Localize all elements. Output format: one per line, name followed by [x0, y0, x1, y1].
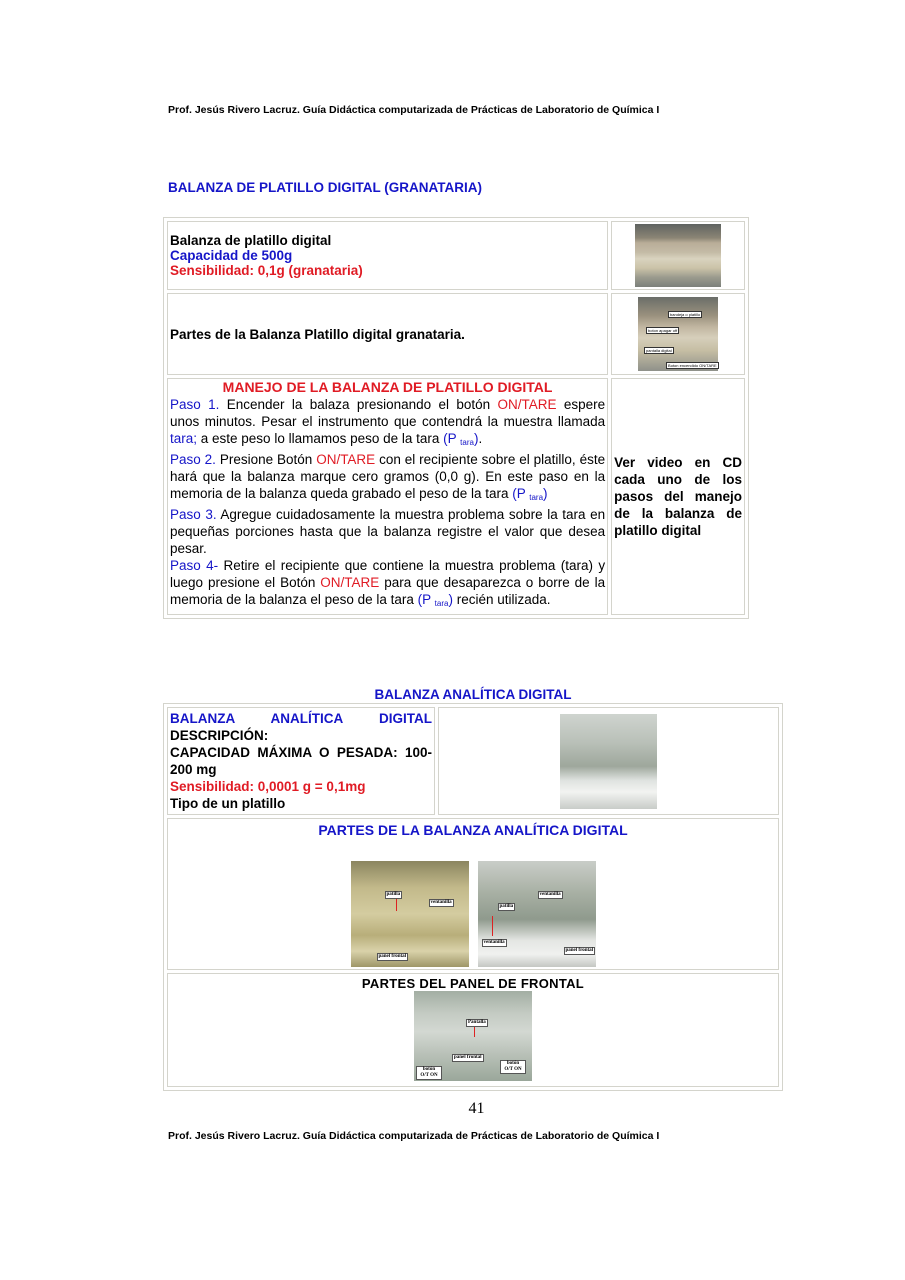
parts-title: PARTES DE LA BALANZA ANALÍTICA DIGITAL [318, 822, 628, 838]
p-tara-sub: tara [529, 493, 544, 502]
step-text: recién utilizada. [452, 592, 551, 607]
video-note-cell [611, 378, 745, 615]
step-2 [170, 451, 605, 506]
granataria-table [163, 217, 749, 619]
photo-label: Pantalla [468, 1020, 486, 1025]
p-tara-sub: tara [460, 438, 474, 447]
photo-label: ventanilla [483, 940, 505, 945]
on-tare-highlight: ON/TARE [320, 575, 380, 590]
photo-label: ventanilla [539, 892, 561, 897]
video-note: Ver video en CD cada uno de los pasos del manejo de la balanza de platillo digital [614, 455, 742, 538]
table-row [167, 378, 745, 615]
tara-term: tara; [170, 431, 198, 446]
analitica-parts-photo-b [478, 861, 596, 967]
step-text: Agregue cuidadosamente la muestra problema sobre la tara en pequeñas porciones hasta que la balanza registre el valor que desea pesar. [170, 507, 606, 556]
section-title-analitica: BALANZA ANALÍTICA DIGITAL [374, 687, 572, 702]
step-text: con el recipiente sobre el platillo, éste hará que la balanza marque cero gramos (0,0 g). En este paso en la memoria de la balanza queda grabado el peso de la tara [170, 452, 606, 501]
photo-label: panel frontal [454, 1055, 482, 1060]
section-title-granataria: BALANZA DE PLATILLO DIGITAL (GRANATARIA) [168, 180, 482, 195]
step-text: Encender la balaza presionando el botón [219, 397, 498, 412]
on-tare-highlight: ON/TARE [497, 397, 557, 412]
photo-label: botón O/T ON [500, 1060, 526, 1074]
arrow-icon [396, 899, 397, 911]
page-number: 41 [468, 1100, 485, 1117]
running-header: Prof. Jesús Rivero Lacruz. Guía Didáctica computarizada de Prácticas de Laboratorio de Química I [168, 104, 660, 116]
step-label: Paso 1. [170, 397, 220, 412]
analitica-name: BALANZA ANALÍTICA DIGITAL [170, 711, 432, 726]
p-tara-close: ) [448, 592, 453, 607]
balanza-partes-photo [638, 297, 718, 371]
step-label: Paso 2. [170, 452, 216, 467]
arrow-icon [474, 1027, 475, 1037]
analitica-photo-cell [438, 707, 779, 815]
photo-label: botón O/T ON [416, 1066, 442, 1080]
photo-label: Boton encendido ON/TARE [668, 363, 717, 368]
procedure-cell [167, 378, 608, 615]
balance-name: Balanza de platillo digital [170, 233, 332, 248]
sensitivity-text: Sensibilidad: 0,0001 g = 0,1mg [170, 779, 366, 794]
step-1 [170, 396, 605, 451]
p-tara-close: ) [543, 486, 548, 501]
step-text: espere unos minutos. Pesar el instrumento que contendrá la muestra llamada [170, 397, 606, 429]
step-label: Paso 4- [170, 558, 219, 573]
p-tara: (P [443, 431, 461, 446]
capacity-text: CAPACIDAD MÁXIMA O PESADA: 100-200 mg [170, 745, 432, 777]
parts-photo-cell [611, 293, 745, 375]
photo-label: panel frontal [378, 954, 407, 959]
on-tare-highlight: ON/TARE [316, 452, 376, 467]
table-row [167, 818, 779, 970]
photo-label: boton apagar off [648, 328, 678, 333]
table-row [167, 707, 779, 815]
photo-label: bandeja o platillo [670, 312, 701, 317]
panel-title: PARTES DEL PANEL DE FRONTAL [361, 976, 585, 991]
step-label: Paso 3. [170, 507, 217, 522]
step-3 [170, 506, 605, 557]
step-4 [170, 557, 605, 612]
table-row [167, 973, 779, 1087]
arrow-icon [492, 916, 493, 936]
photo-label: patilla [499, 904, 514, 909]
balanza-analitica-photo [560, 714, 657, 809]
analitica-table [163, 703, 783, 1091]
step-text: . [478, 431, 483, 446]
step-text: Retire el recipiente que contiene la muestra problema (tara) y luego presione el Botón [170, 558, 606, 590]
p-tara: (P [417, 592, 435, 607]
analitica-parts-photo-a [351, 861, 469, 967]
step-text: Presione Botón [215, 452, 317, 467]
balanza-platillo-photo [635, 224, 721, 287]
desc-label: DESCRIPCIÓN: [170, 728, 269, 743]
panel-cell [167, 973, 779, 1087]
balance-photo-cell [611, 221, 745, 290]
panel-frontal-photo [414, 991, 532, 1081]
type-text: Tipo de un platillo [170, 796, 286, 811]
photo-label: patilla [386, 892, 401, 897]
procedure-heading: MANEJO DE LA BALANZA DE PLATILLO DIGITAL [222, 379, 553, 395]
balance-specs-cell [167, 221, 608, 290]
parts-caption: Partes de la Balanza Platillo digital granataria. [170, 326, 465, 342]
analitica-desc-cell [167, 707, 435, 815]
step-text: a este peso lo llamamos peso de la tara [197, 431, 444, 446]
parts-caption-cell [167, 293, 608, 375]
capacity-text: Capacidad de 500g [170, 248, 293, 263]
photo-label: ventanilla [430, 900, 452, 905]
parts-cell [167, 818, 779, 970]
table-row [167, 293, 745, 375]
parts-photos [170, 861, 776, 967]
step-text: para que desaparezca o borre de la memoria de la balanza el peso de la tara [170, 575, 606, 607]
sensitivity-text: Sensibilidad: 0,1g (granataria) [170, 263, 363, 278]
running-footer: Prof. Jesús Rivero Lacruz. Guía Didáctica computarizada de Prácticas de Laboratorio de Química I [168, 1130, 660, 1142]
p-tara-close: ) [473, 431, 479, 446]
photo-label: panel frontal [565, 948, 594, 953]
p-tara: (P [512, 486, 530, 501]
table-row [167, 221, 745, 290]
photo-label: pantalla digital [646, 348, 672, 353]
p-tara-sub: tara [434, 599, 449, 608]
